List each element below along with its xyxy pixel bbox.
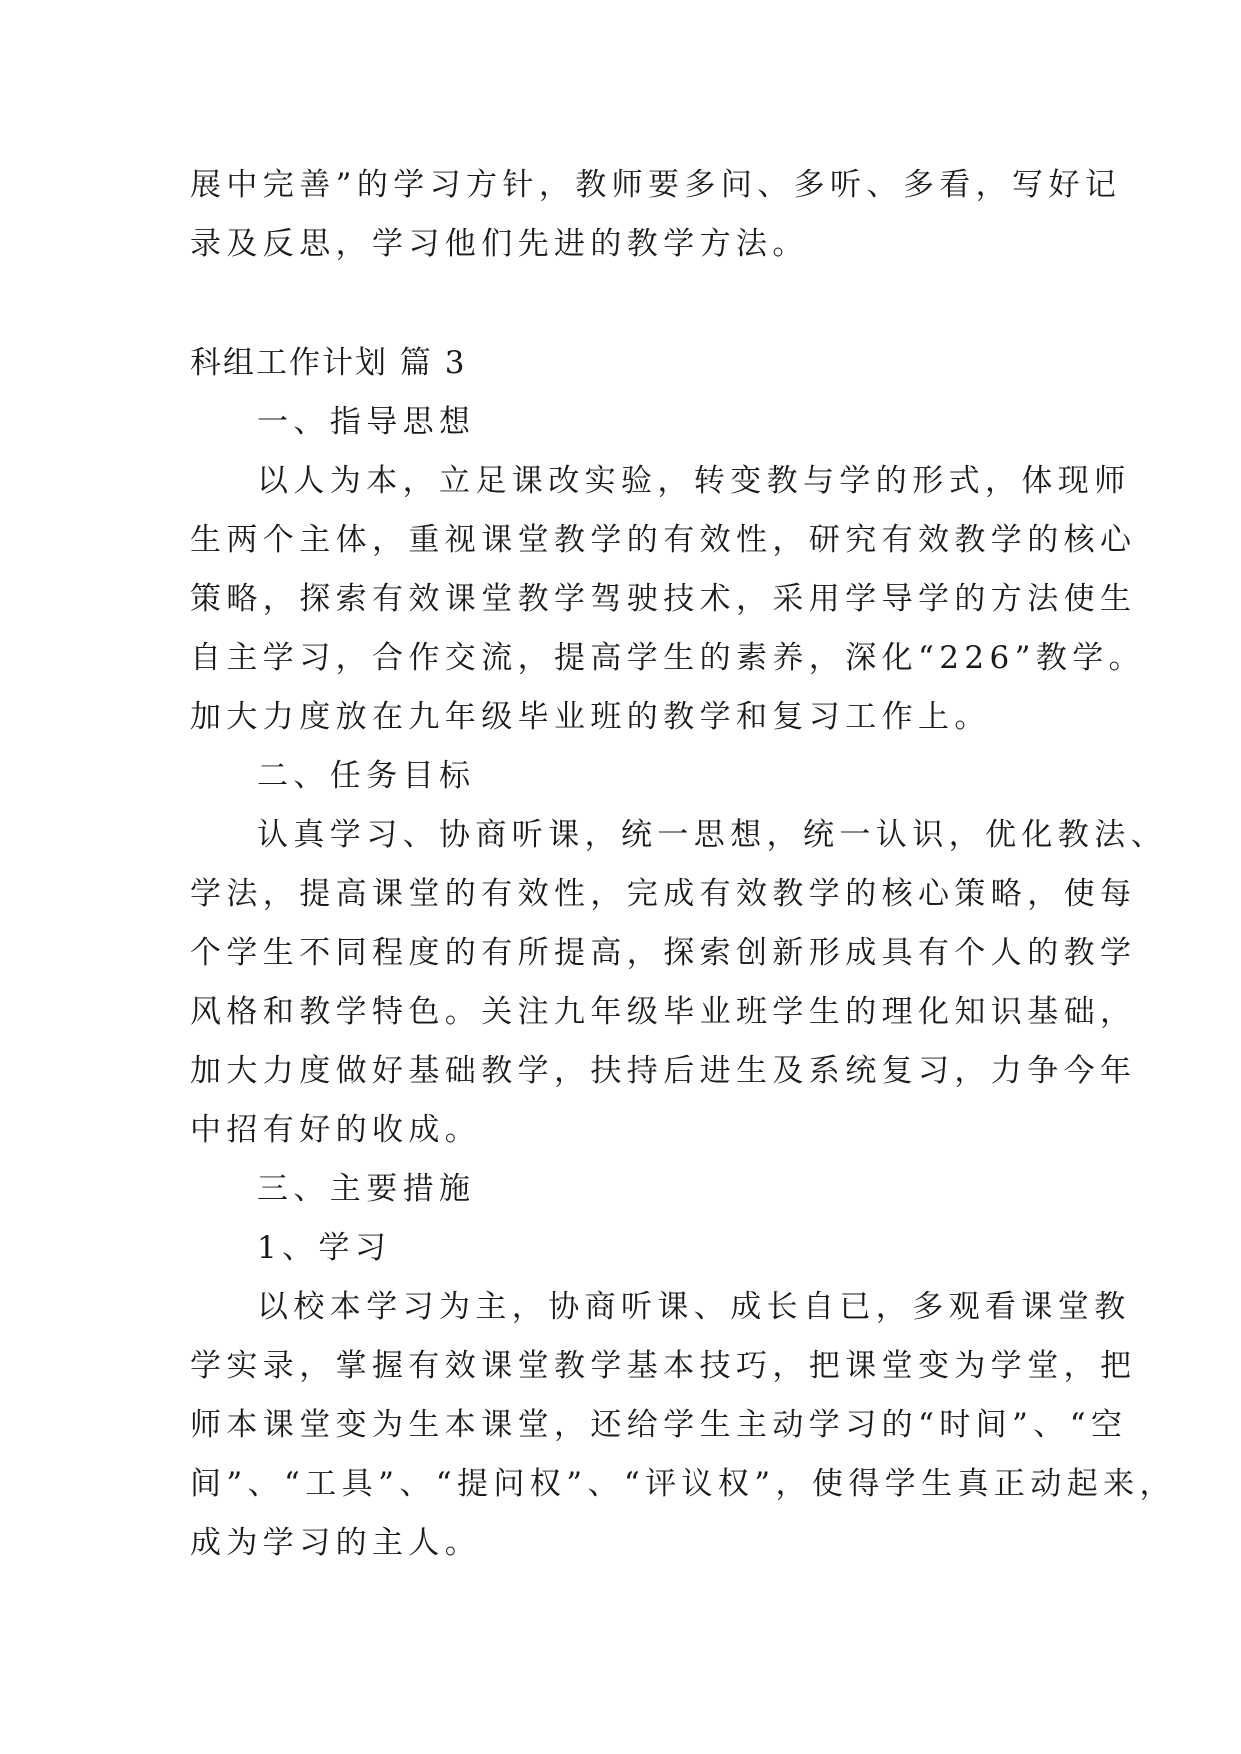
paragraph-line: 加大力度放在九年级毕业班的教学和复习工作上。 xyxy=(190,699,991,735)
section-title: 科组工作计划 篇 3 xyxy=(190,345,467,381)
heading: 一、指导思想 xyxy=(257,404,476,440)
paragraph-line: 风格和教学特色。关注九年级毕业班学生的理化知识基础， xyxy=(190,994,1137,1030)
paragraph-line: 学法，提高课堂的有效性，完成有效教学的核心策略，使每 xyxy=(190,876,1137,912)
heading: 三、主要措施 xyxy=(257,1171,476,1207)
paragraph-line: 中招有好的收成。 xyxy=(190,1112,482,1148)
paragraph-line: 录及反思，学习他们先进的教学方法。 xyxy=(190,226,809,262)
paragraph-line: 以人为本，立足课改实验，转变教与学的形式，体现师 xyxy=(257,463,1131,499)
paragraph-line: 间”、“工具”、“提问权”、“评议权”，使得学生真正动起来， xyxy=(190,1466,1176,1502)
paragraph-line: 加大力度做好基础教学，扶持后进生及系统复习，力争今年 xyxy=(190,1053,1137,1089)
paragraph-line: 策略，探索有效课堂教学驾驶技术，采用学导学的方法使生 xyxy=(190,581,1137,617)
paragraph-line: 生两个主体，重视课堂教学的有效性，研究有效教学的核心 xyxy=(190,522,1137,558)
sub-heading: 1、学习 xyxy=(257,1230,392,1266)
paragraph-line: 师本课堂变为生本课堂，还给学生主动学习的“时间”、“空 xyxy=(190,1407,1128,1443)
paragraph-line: 成为学习的主人。 xyxy=(190,1525,482,1561)
heading: 二、任务目标 xyxy=(257,758,476,794)
paragraph-line: 个学生不同程度的有所提高，探索创新形成具有个人的教学 xyxy=(190,935,1137,971)
paragraph-line: 自主学习，合作交流，提高学生的素养，深化“226”教学。 xyxy=(190,640,1146,676)
paragraph-line: 展中完善”的学习方针，教师要多问、多听、多看，写好记 xyxy=(190,167,1122,203)
paragraph-line: 学实录，掌握有效课堂教学基本技巧，把课堂变为学堂，把 xyxy=(190,1348,1137,1384)
paragraph-line: 以校本学习为主，协商听课、成长自已，多观看课堂教 xyxy=(257,1289,1131,1325)
paragraph-line: 认真学习、协商听课，统一思想，统一认识，优化教法、 xyxy=(257,817,1167,853)
